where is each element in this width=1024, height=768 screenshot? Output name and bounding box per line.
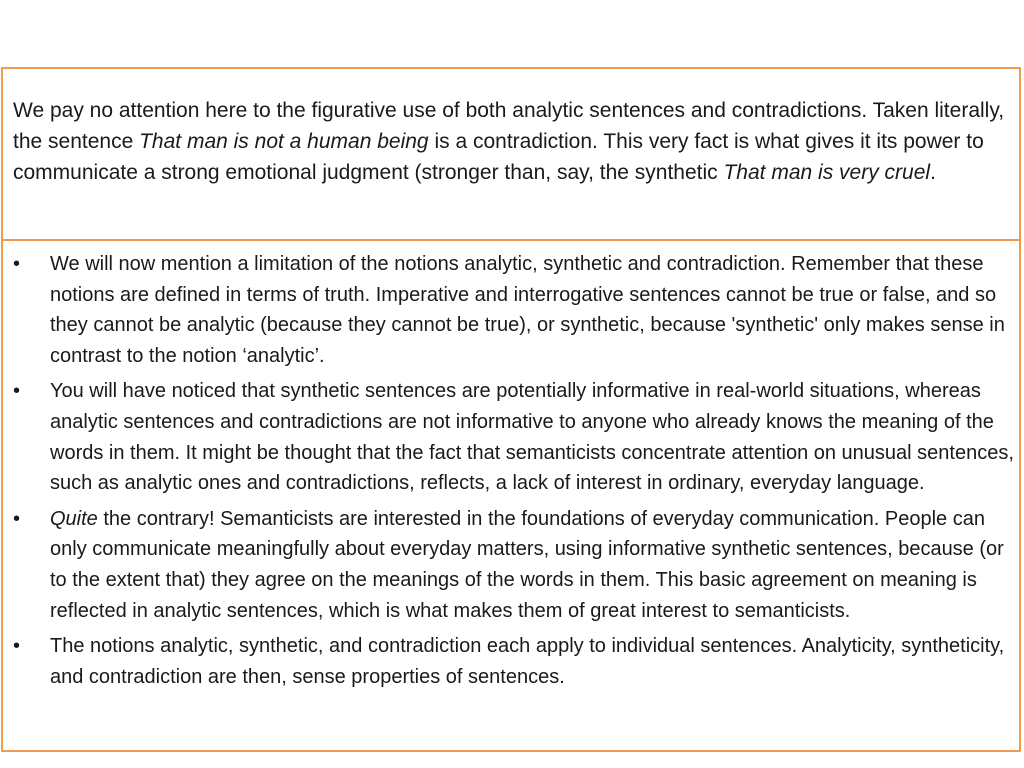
intro-example-2: That man is very cruel	[723, 161, 931, 184]
bullet-item	[3, 631, 1015, 692]
bullet-marker: •	[13, 635, 21, 658]
bullet-item	[3, 376, 1015, 498]
bullet-text: You will have noticed that synthetic sentences are potentially informative in real-world situations, whereas analytic sentences and contradictions are not informative to anyone who already knows the meaning of the words in them. It might be thought that the fact that semanticists concentrate attention on unusual sentences, such as analytic ones and contradictions, reflects, a lack of interest in ordinary, everyday language.	[50, 380, 1014, 495]
intro-box	[1, 67, 1021, 241]
bullet-item	[3, 249, 1015, 371]
bullet-box	[1, 239, 1021, 752]
bullet-marker: •	[13, 507, 21, 530]
intro-text-2: is a contradiction. This very fact is what gives it its power to communicate a strong emotional judgment (stronger than, say, the synthetic	[13, 130, 984, 184]
bullet-text: the contrary! Semanticists are interested in the foundations of everyday communication. People can only communicate meaningfully about everyday matters, using informative synthetic sentences, because (or to the extent that) they agree on the meanings of the words in them. This basic agreement on meaning is reflected in analytic sentences, which is what makes them of great interest to semanticists.	[50, 507, 1004, 622]
intro-paragraph	[13, 95, 1013, 188]
bullet-marker: •	[13, 253, 21, 275]
bullet-emphasis: Quite	[50, 507, 98, 530]
intro-text-1: We pay no attention here to the figurative use of both analytic sentences and contradictions. Taken literally, the sentence	[13, 99, 1005, 153]
bullet-text: We will now mention a limitation of the notions analytic, synthetic and contradiction. Remember that these notions are defined in terms of truth. Imperative and interrogative sentences cannot be true or false, and so they cannot be analytic (because they cannot be true), or synthetic, because 'synthetic' only makes sense in contrast to the notion ‘analytic’.	[50, 253, 1005, 367]
bullet-marker: •	[13, 380, 21, 403]
intro-text-3: .	[930, 161, 936, 184]
bullet-list	[3, 249, 1015, 697]
intro-example-1: That man is not a human being	[139, 130, 429, 153]
bullet-item	[3, 504, 1015, 626]
bullet-text: The notions analytic, synthetic, and contradiction each apply to individual sentences. Analyticity, syntheticity, and contradiction are then, sense properties of sentences.	[50, 635, 1005, 688]
